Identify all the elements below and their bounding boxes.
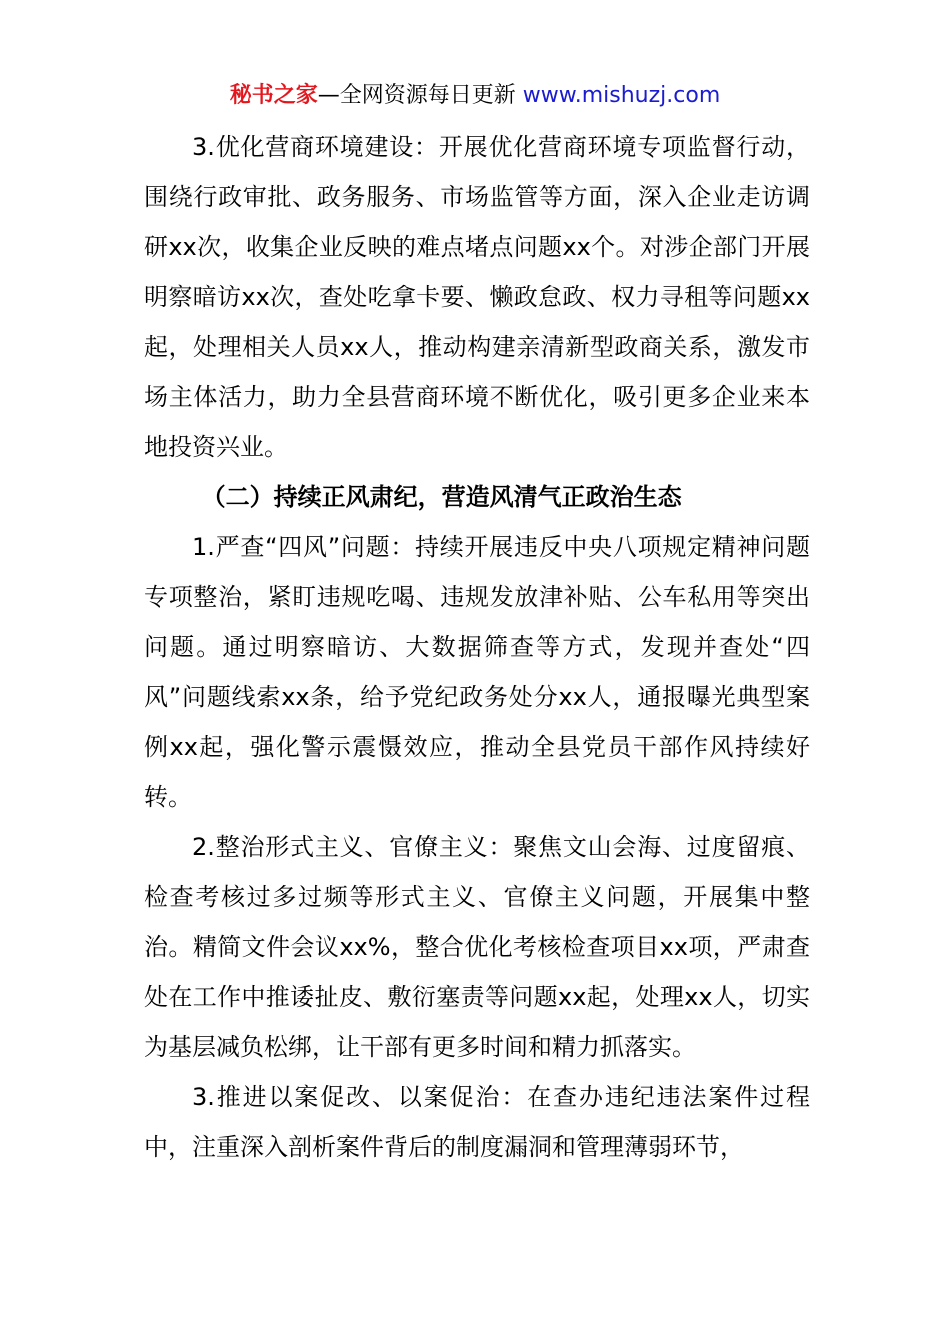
site-url-link[interactable]: www.mishuzj.com [522,83,721,108]
brand-name: 秘书之家 [229,83,318,108]
header-tagline: —全网资源每日更新 [317,83,516,108]
document-body [144,122,810,1172]
paragraph-four-winds: 1.严查“四风”问题：持续开展违反中央八项规定精神问题专项整治，紧盯违规吃喝、违规发放津补贴、公车私用等突出问题。通过明察暗访、大数据筛查等方式，发现并查处“四风”问题线索xx条，给予党纪政务处分xx人，通报曝光典型案例xx起，强化警示震慑效应，推动全县党员干部作风持续好转。 [144,533,810,811]
section-heading: （二）持续正风肃纪，营造风清气正政治生态 [201,483,682,511]
paragraph-formalism: 2.整治形式主义、官僚主义：聚焦文山会海、过度留痕、检查考核过多过频等形式主义、官僚主义问题，开展集中整治。精简文件会议xx%，整合优化考核检查项目xx项，严肃查处在工作中推诿扯皮、敷衍塞责等问题xx起，处理xx人，切实为基层减负松绑，让干部有更多时间和精力抓落实。 [144,833,810,1061]
paragraph-case-reform: 3.推进以案促改、以案促治：在查办违纪违法案件过程中，注重深入剖析案件背后的制度漏洞和管理薄弱环节， [144,1083,810,1161]
site-header [0,80,950,112]
paragraph-business-environment: 3.优化营商环境建设：开展优化营商环境专项监督行动，围绕行政审批、政务服务、市场监管等方面，深入企业走访调研xx次，收集企业反映的难点堵点问题xx个。对涉企部门开展明察暗访xx次，查处吃拿卡要、懒政怠政、权力寻租等问题xx起，处理相关人员xx人，推动构建亲清新型政商关系，激发市场主体活力，助力全县营商环境不断优化，吸引更多企业来本地投资兴业。 [144,133,810,461]
